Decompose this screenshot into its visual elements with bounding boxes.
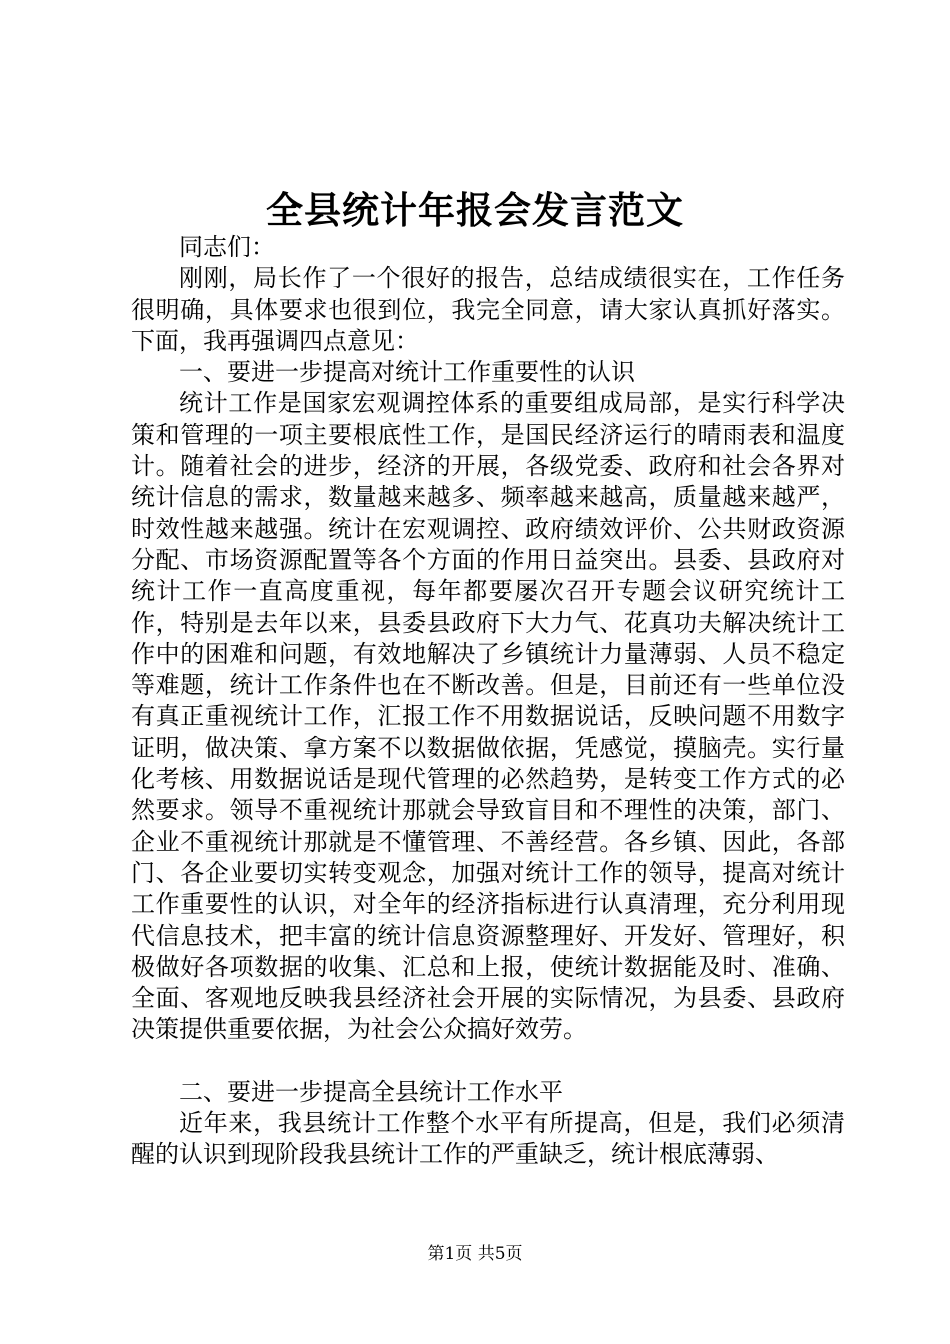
section-2-paragraph: 近年来，我县统计工作整个水平有所提高，但是，我们必须清醒的认识到现阶段我县统计工作的严重缺乏，统计根底薄弱、 [131, 1109, 845, 1169]
section-heading-1: 一、要进一步提高对统计工作重要性的认识 [179, 358, 635, 387]
document-body [131, 232, 845, 1171]
salutation-paragraph: 同志们： [179, 233, 275, 261]
page-footer: 第1页 共5页 [427, 1244, 523, 1264]
section-heading-2: 二、要进一步提高全县统计工作水平 [179, 1077, 563, 1106]
document-title: 全县统计年报会发言范文 [266, 188, 684, 232]
intro-paragraph: 刚刚，局长作了一个很好的报告，总结成绩很实在，工作任务很明确，具体要求也很到位，我完全同意，请大家认真抓好落实。下面，我再强调四点意见： [131, 264, 845, 355]
section-1-paragraph: 统计工作是国家宏观调控体系的重要组成局部，是实行科学决策和管理的一项主要根底性工作，是国民经济运行的晴雨表和温度计。随着社会的进步，经济的开展，各级党委、政府和社会各界对统计信息的需求，数量越来越多、频率越来越高，质量越来越严，时效性越来越强。统计在宏观调控、政府绩效评价、公共财政资源分配、市场资源配置等各个方面的作用日益突出。县委、县政府对统计工作一直高度重视，每年都要屡次召开专题会议研究统计工作，特别是去年以来，县委县政府下大力气、花真功夫解决统计工作中的困难和问题，有效地解决了乡镇统计力量薄弱、人员不稳定等难题，统计工作条件也在不断改善。但是，目前还有一些单位没有真正重视统计工作，汇报工作不用数据说话，反映问题不用数字证明，做决策、拿方案不以数据做依据，凭感觉，摸脑壳。实行量化考核、用数据说话是现代管理的必然趋势，是转变工作方式的必然要求。领导不重视统计那就会导致盲目和不理性的决策，部门、企业不重视统计那就是不懂管理、不善经营。各乡镇、因此，各部门、各企业要切实转变观念，加强对统计工作的领导，提高对统计工作重要性的认识，对全年的经济指标进行认真清理，充分利用现代信息技术，把丰富的统计信息资源整理好、开发好、管理好，积极做好各项数据的收集、汇总和上报，使统计数据能及时、准确、全面、客观地反映我县经济社会开展的实际情况，为县委、县政府决策提供重要依据，为社会公众搞好效劳。 [131, 389, 845, 1044]
